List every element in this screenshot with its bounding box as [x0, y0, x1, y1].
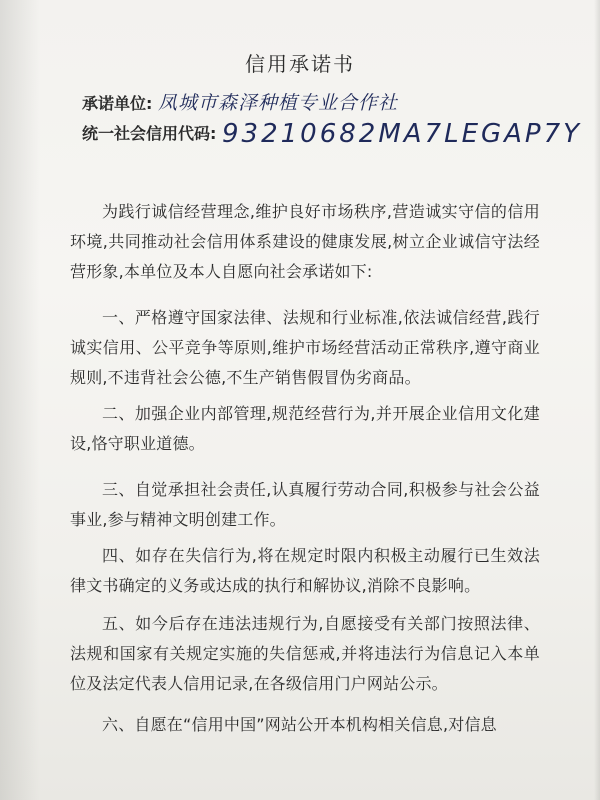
paragraph-item-4: 四、如存在失信行为,将在规定时限内积极主动履行已生效法律文书确定的义务或达成的执行和解协议,消除不良影响。: [70, 546, 540, 595]
paragraph-item-1: 一、严格遵守国家法律、法规和行业标准,依法诚信经营,践行诚实信用、公平竞争等原则,维护市场经营活动正常秩序,遵守商业规则,不违背社会公德,不生产销售假冒伪劣商品。: [70, 308, 540, 387]
promisor-label: 承诺单位:: [82, 94, 153, 113]
promisor-handwritten-value: 凤城市森泽种植专业合作社: [157, 92, 398, 114]
paragraph-intro: 为践行诚信经营理念,维护良好市场秩序,营造诚实守信的信用环境,共同推动社会信用体系建设的健康发展,树立企业诚信守法经营形象,本单位及本人自愿向社会承诺如下:: [70, 202, 540, 281]
paragraph-item-6: 六、自愿在“信用中国”网站公开本机构相关信息,对信息: [102, 715, 497, 734]
paragraph-item-3: 三、自觉承担社会责任,认真履行劳动合同,积极参与社会公益事业,参与精神文明创建工作。: [70, 480, 540, 529]
page-edge: [594, 0, 600, 800]
credit-code-handwritten-value: 93210682MA7LEGAP7Y: [221, 119, 583, 149]
credit-code-row: [82, 119, 582, 149]
page-shadow: [0, 0, 40, 800]
credit-code-label: 统一社会信用代码:: [82, 124, 217, 143]
paragraph-item-2: 二、加强企业内部管理,规范经营行为,并开展企业信用文化建设,恪守职业道德。: [70, 404, 540, 453]
paragraph-item-5: 五、如今后存在违法违规行为,自愿接受有关部门按照法律、法规和国家有关规定实施的失信惩戒,并将违法行为信息记入本单位及法定代表人信用记录,在各级信用门户网站公示。: [70, 614, 540, 693]
promisor-row: [82, 88, 398, 115]
document-title: 信用承诺书: [245, 52, 355, 76]
